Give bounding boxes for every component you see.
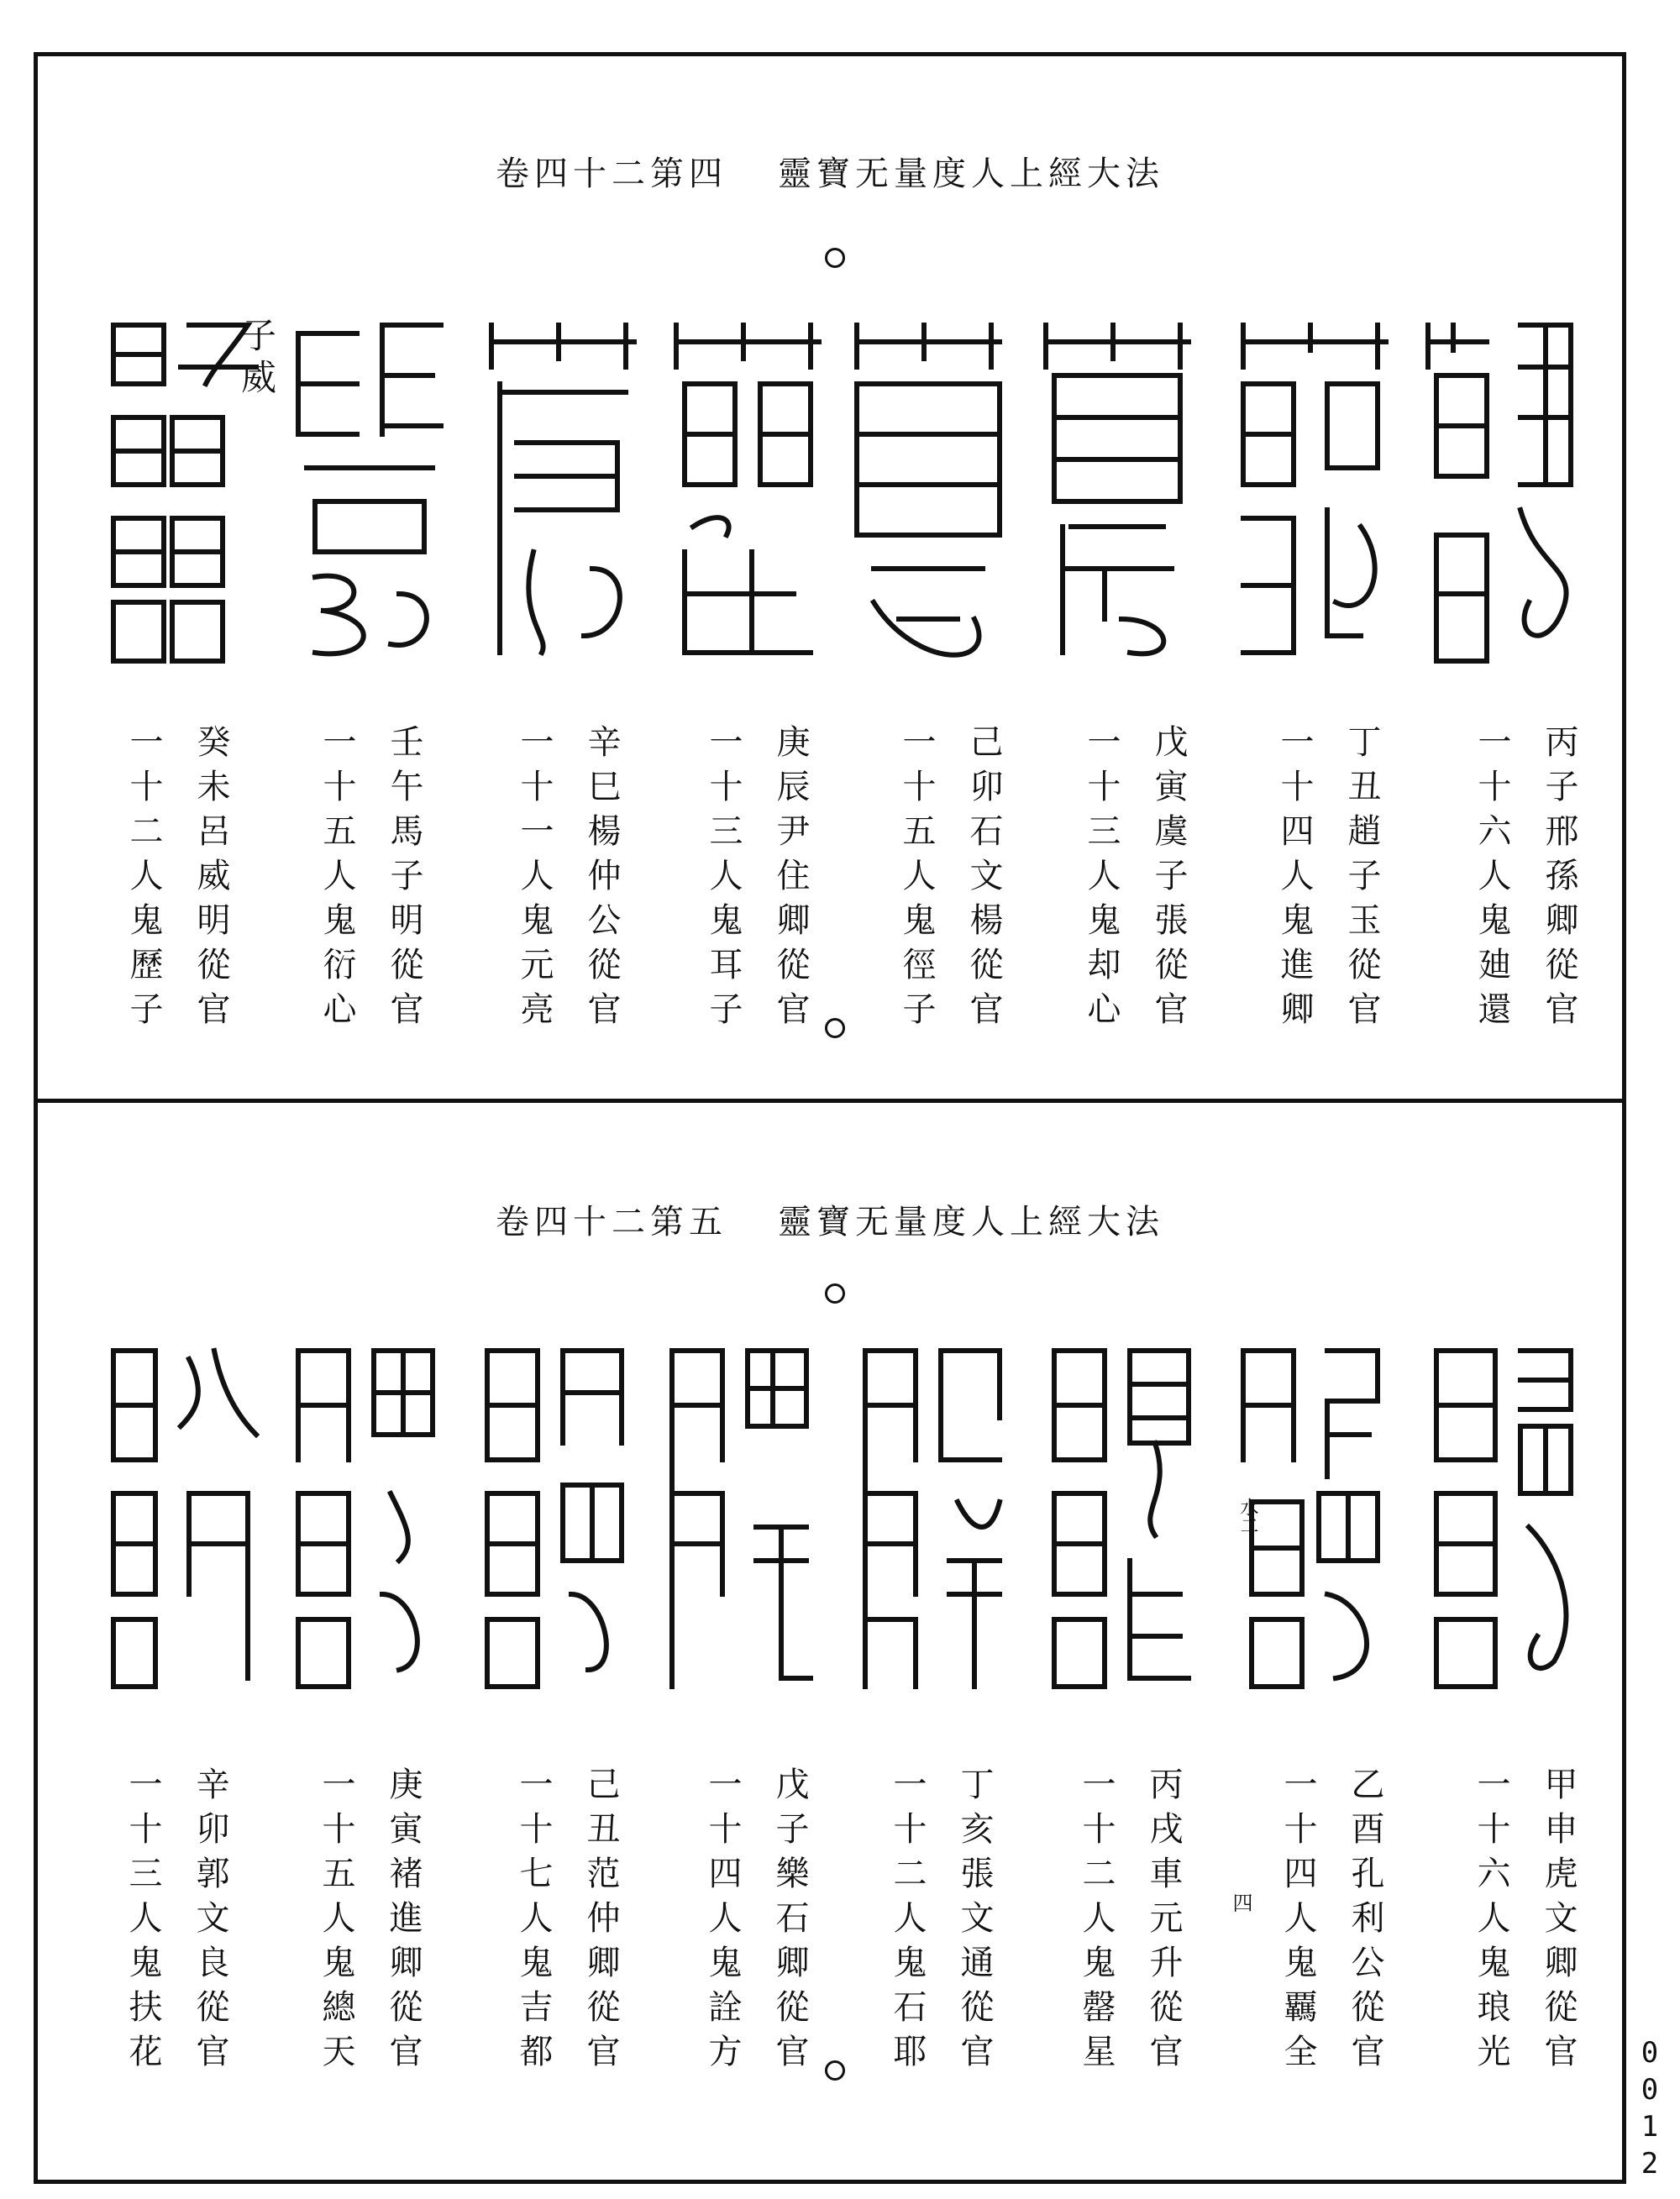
entry-line-2: 一十二人鬼石耶 [888, 1766, 927, 2078]
bottom-panel [38, 1103, 1622, 2180]
entry-line-1: 丙戌車元升從官 [1144, 1766, 1183, 2078]
entry-line-1: 丙子邢孫卿從官 [1540, 724, 1578, 1036]
panel-header [38, 1195, 1622, 1243]
entry-line-2: 一十二人鬼罄星 [1077, 1766, 1116, 2078]
entry-line-2: 一十四人鬼覊全 [1278, 1766, 1317, 2078]
marginal-mark: 四 [1229, 1892, 1252, 1913]
talisman-glyph-icon [1420, 317, 1579, 669]
talisman-glyph-icon [848, 317, 1008, 669]
panel-header [38, 147, 1622, 195]
talisman-glyph-icon [664, 1342, 823, 1695]
entry-line-1: 己丑范仲卿從官 [581, 1766, 620, 2078]
talisman-glyph-label: 子 [236, 317, 277, 352]
entry-line-1: 己卯石文楊從官 [964, 724, 1003, 1036]
entry-line-1: 辛巳楊仲公從官 [582, 724, 621, 1036]
entry-line-1: 丁丑趙子玉從官 [1342, 724, 1381, 1036]
entry-line-1: 辛卯郭文良從官 [191, 1766, 229, 2078]
entry-line-2: 一十二人鬼歷子 [124, 724, 163, 1036]
talisman-glyph-icon [483, 317, 643, 669]
talisman-glyph-icon [290, 1342, 449, 1695]
entry-line-2: 一十五人鬼衍心 [318, 724, 356, 1036]
entry-line-1: 乙酉孔利公從官 [1346, 1766, 1384, 2078]
header-right-text: 靈寶无量度人上經大法 [778, 1203, 1164, 1241]
talisman-glyph-icon [1428, 1342, 1588, 1695]
talisman-glyph-icon [105, 1342, 265, 1695]
entry-line-2: 一十一人鬼元亮 [515, 724, 554, 1036]
entry-line-1: 戊寅虞子張從官 [1149, 724, 1188, 1036]
binding-hole-icon [825, 248, 845, 268]
header-left-text: 卷四十二第四 [496, 155, 727, 193]
entry-line-2: 一十七人鬼吉都 [514, 1766, 553, 2078]
talisman-glyph-icon [1046, 1342, 1205, 1695]
entry-line-2: 一十四人鬼進卿 [1275, 724, 1314, 1036]
header-left-text: 卷四十二第五 [496, 1203, 727, 1241]
entry-line-1: 庚辰尹住卿從官 [771, 724, 810, 1036]
page-number: 0012 [1641, 2036, 1659, 2181]
talisman-glyph-icon [290, 317, 449, 669]
marginal-note: 水二 [1237, 1498, 1258, 1535]
talisman-glyph-icon [105, 317, 277, 669]
binding-hole-icon [825, 1283, 845, 1304]
talisman-glyph-icon [479, 1342, 638, 1695]
entry-line-2: 一十五人鬼總天 [317, 1766, 355, 2078]
entry-line-2: 一十三人鬼扶花 [123, 1766, 162, 2078]
entry-line-2: 一十三人鬼耳子 [704, 724, 743, 1036]
entry-line-2: 一十六人鬼廸還 [1473, 724, 1511, 1036]
talisman-glyph-icon [668, 317, 827, 669]
entry-line-1: 戊子樂石卿從官 [770, 1766, 809, 2078]
entry-line-2: 一十六人鬼琅光 [1472, 1766, 1510, 2078]
entry-line-2: 一十四人鬼詮方 [703, 1766, 742, 2078]
binding-hole-icon [825, 2060, 845, 2081]
entry-line-1: 癸未呂威明從官 [192, 724, 230, 1036]
entry-line-1: 庚寅褚進卿從官 [384, 1766, 423, 2078]
entry-line-2: 一十五人鬼徑子 [897, 724, 936, 1036]
talisman-glyph-icon [857, 1342, 1016, 1695]
binding-hole-icon [825, 1018, 845, 1038]
entry-line-1: 甲申虎文卿從官 [1539, 1766, 1578, 2078]
talisman-glyph-icon [1235, 317, 1394, 669]
top-panel [38, 56, 1622, 1099]
entry-line-1: 丁亥張文通從官 [955, 1766, 994, 2078]
entry-line-1: 壬午馬子明從官 [385, 724, 423, 1036]
talisman-glyph-label: 威 [236, 359, 277, 394]
talisman-glyph-icon [1037, 317, 1197, 669]
entry-line-2: 一十三人鬼却心 [1082, 724, 1121, 1036]
header-right-text: 靈寶无量度人上經大法 [778, 155, 1164, 193]
